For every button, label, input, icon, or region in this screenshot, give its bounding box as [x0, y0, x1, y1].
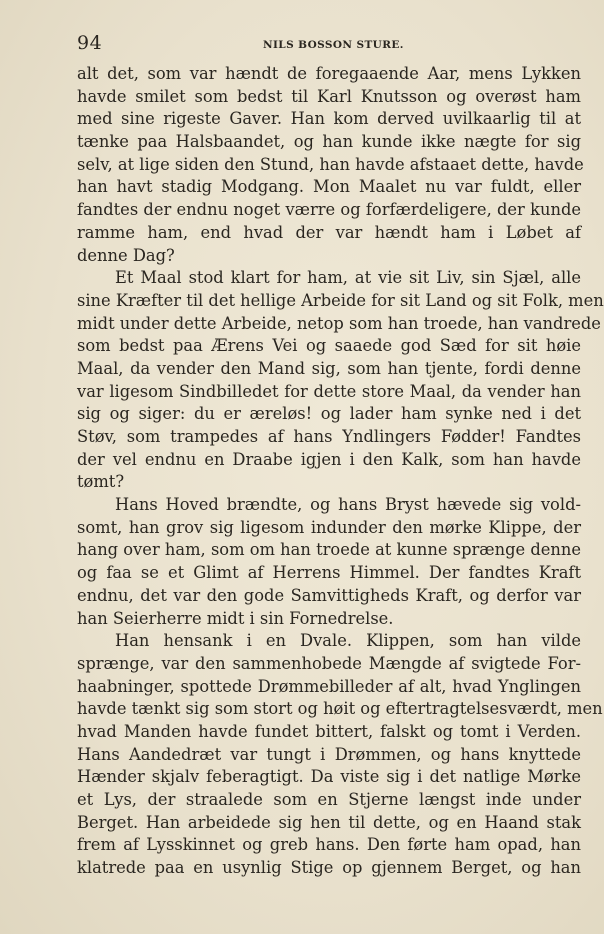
text-line: sprænge, var den sammenhobede Mængde af svigtede For- — [77, 653, 581, 673]
page-number: 94 — [77, 32, 103, 54]
text-line: Et Maal stod klart for ham, at vie sit Liv, sin Sjæl, alle — [115, 268, 581, 288]
running-title: NILS BOSSON STURE. — [263, 39, 404, 51]
text-line: som bedst paa Ærens Vei og saaede god Sæd for sit høie — [77, 336, 581, 356]
text-line: midt under dette Arbeide, netop som han troede, han vandrede — [77, 313, 601, 333]
text-line: Maal, da vender den Mand sig, som han tjente, fordi denne — [77, 358, 581, 378]
text-line: ramme ham, end hvad der var hændt ham i Løbet af — [77, 222, 581, 242]
text-line: hvad Manden havde fundet bittert, falskt og tomt i Verden. — [77, 721, 581, 741]
text-line: et Lys, der straalede som en Stjerne længst inde under — [77, 790, 581, 809]
text-line: haabninger, spottede Drømmebilleder af alt, hvad Ynglingen — [77, 676, 581, 696]
paragraph — [77, 494, 581, 630]
text-line: han Seierherre midt i sin Fornedrelse. — [77, 608, 394, 628]
paragraph — [77, 267, 604, 494]
paragraph — [77, 630, 603, 880]
text-line: tømt? — [77, 472, 125, 492]
text-line: han havt stadig Modgang. Mon Maalet nu var fuldt, eller — [77, 177, 581, 197]
text-line: hang over ham, som om han troede at kunne sprænge denne — [77, 540, 581, 560]
text-line: med sine rigeste Gaver. Han kom derved uvilkaarlig til at — [77, 109, 581, 129]
body-text — [77, 63, 604, 880]
text-line: Berget. Han arbeidede sig hen til dette, og en Haand stak — [77, 812, 581, 832]
text-line: tænke paa Halsbaandet, og han kunde ikke nægte for sig — [77, 132, 581, 152]
text-line: somt, han grov sig ligesom indunder den mørke Klippe, der — [77, 517, 581, 537]
text-line: fandtes der endnu noget værre og forfærdeligere, der kunde — [77, 200, 581, 220]
text-line: frem af Lysskinnet og greb hans. Den førte ham opad, han — [77, 835, 581, 855]
text-line: havde smilet som bedst til Karl Knutsson og overøst ham — [77, 86, 581, 106]
text-line: klatrede paa en usynlig Stige op gjennem Berget, og han — [77, 858, 581, 878]
text-line: og faa se et Glimt af Herrens Himmel. Der fandtes Kraft — [77, 563, 581, 583]
text-line: sig og siger: du er æreløs! og lader ham synke ned i det — [77, 404, 581, 424]
text-line: var ligesom Sindbilledet for dette store Maal, da vender han — [77, 381, 581, 401]
text-line: selv, at lige siden den Stund, han havde afstaaet dette, havde — [77, 154, 584, 174]
text-line: endnu, det var den gode Samvittigheds Kraft, og derfor var — [77, 585, 581, 605]
text-line: alt det, som var hændt de foregaaende Aar, mens Lykken — [77, 64, 581, 83]
text-line: Støv, som trampedes af hans Yndlingers Fødder! Fandtes — [77, 427, 581, 446]
page-header — [77, 30, 581, 56]
paragraph — [77, 63, 584, 267]
text-line: Han hensank i en Dvale. Klippen, som han vilde — [115, 631, 581, 651]
text-line: der vel endnu en Draabe igjen i den Kalk, som han havde — [77, 449, 581, 469]
text-line: havde tænkt sig som stort og høit og eftertragtelsesværdt, men — [77, 699, 603, 719]
text-line: denne Dag? — [77, 245, 175, 265]
text-line: Hænder skjalv feberagtigt. Da viste sig i det natlige Mørke — [77, 767, 581, 787]
text-line: sine Kræfter til det hellige Arbeide for sit Land og sit Folk, men — [77, 290, 604, 310]
text-line: Hans Hoved brændte, og hans Bryst hævede sig vold- — [115, 495, 581, 515]
text-line: Hans Aandedræt var tungt i Drømmen, og hans knyttede — [77, 744, 581, 764]
